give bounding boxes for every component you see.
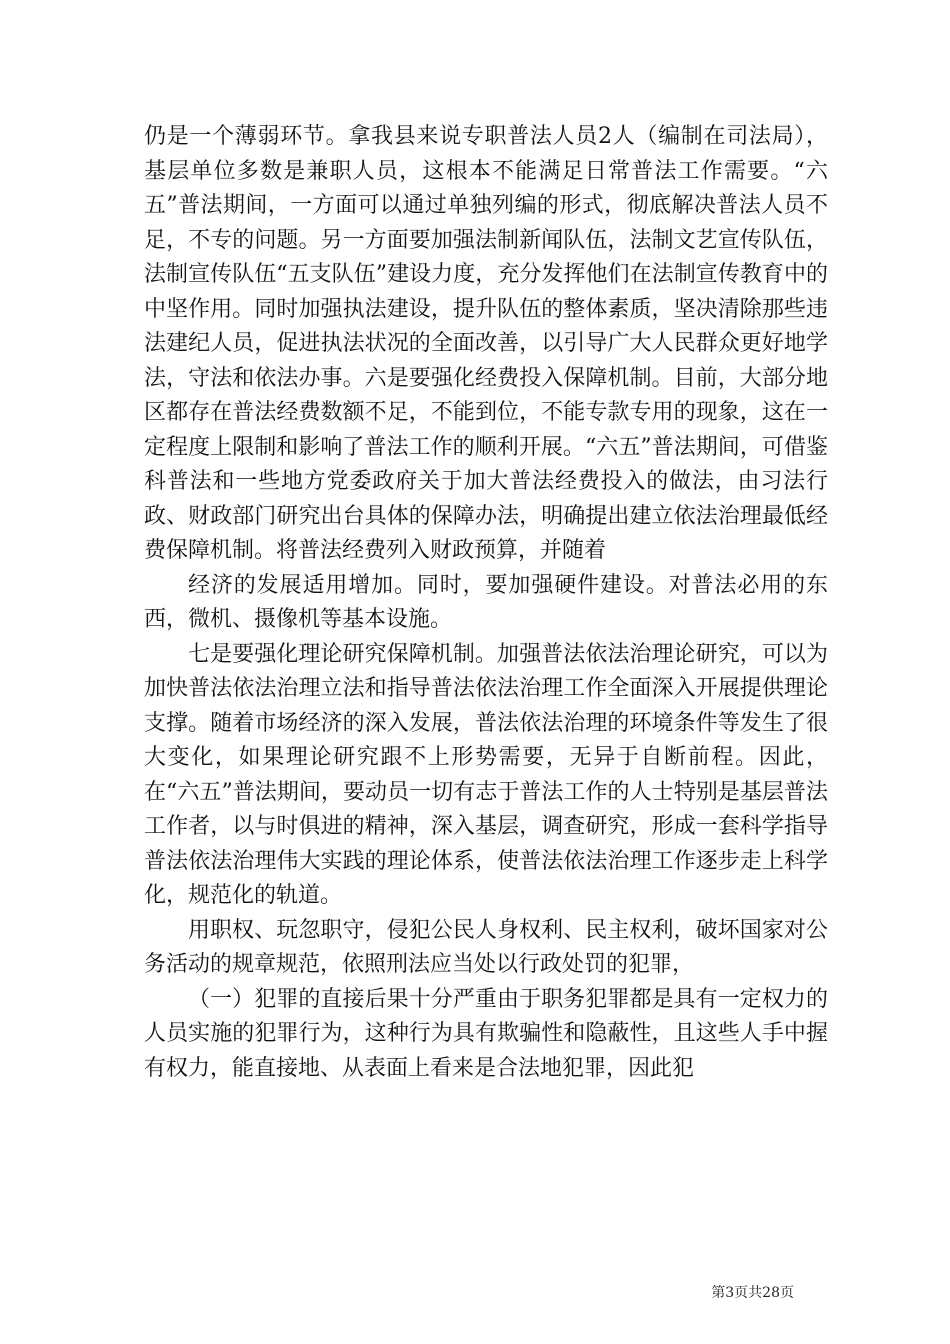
paragraph-1: 仍是一个薄弱环节。拿我县来说专职普法人员2人（编制在司法局），基层单位多数是兼职人员，这根本不能满足日常普法工作需要。“六五”普法期间，一方面可以通过单独列编的形式，彻底解决普法人员不足，不专的问题。另一方面要加强法制新闻队伍，法制文艺宣传队伍，法制宣传队伍“五支队伍”建设力度，充分发挥他们在法制宣传教育中的中坚作用。同时加强执法建设，提升队伍的整体素质，坚决清除那些违法建纪人员，促进执法状况的全面改善，以引导广大人民群众更好地学法，守法和依法办事。六是要强化经费投入保障机制。目前，大部分地区都存在普法经费数额不足，不能到位，不能专款专用的现象，这在一定程度上限制和影响了普法工作的顺利开展。“六五”普法期间，可借鉴科普法和一些地方党委政府关于加大普法经费投入的做法，由习法行政、财政部门研究出台具体的保障办法，明确提出建立依法治理最低经费保障机制。将普法经费列入财政预算，并随着 — [144, 124, 828, 563]
document-body — [144, 120, 828, 1086]
paragraph-3: 七是要强化理论研究保障机制。加强普法依法治理论研究，可以为加快普法依法治理立法和指导普法依法治理工作全面深入开展提供理论支撑。随着市场经济的深入发展，普法依法治理的环境条件等发生了很大变化，如果理论研究跟不上形势需要，无异于自断前程。因此，在“六五”普法期间，要动员一切有志于普法工作的人士特别是基层普法工作者，以与时俱进的精神，深入基层，调查研究，形成一套科学指导普法依法治理伟大实践的理论体系，使普法依法治理工作逐步走上科学化，规范化的轨道。 — [144, 641, 828, 908]
paragraph-2: 经济的发展适用增加。同时，要加强硬件建设。对普法必用的东西，微机、摄像机等基本设施。 — [144, 572, 828, 632]
page-number-footer: 第3页共28页 — [711, 1285, 794, 1301]
paragraph-4: 用职权、玩忽职守，侵犯公民人身权利、民主权利，破坏国家对公务活动的规章规范，依照刑法应当处以行政处罚的犯罪， — [144, 917, 828, 977]
paragraph-5: （一）犯罪的直接后果十分严重由于职务犯罪都是具有一定权力的人员实施的犯罪行为，这种行为具有欺骗性和隐蔽性，且这些人手中握有权力，能直接地、从表面上看来是合法地犯罪，因此犯 — [144, 986, 828, 1081]
